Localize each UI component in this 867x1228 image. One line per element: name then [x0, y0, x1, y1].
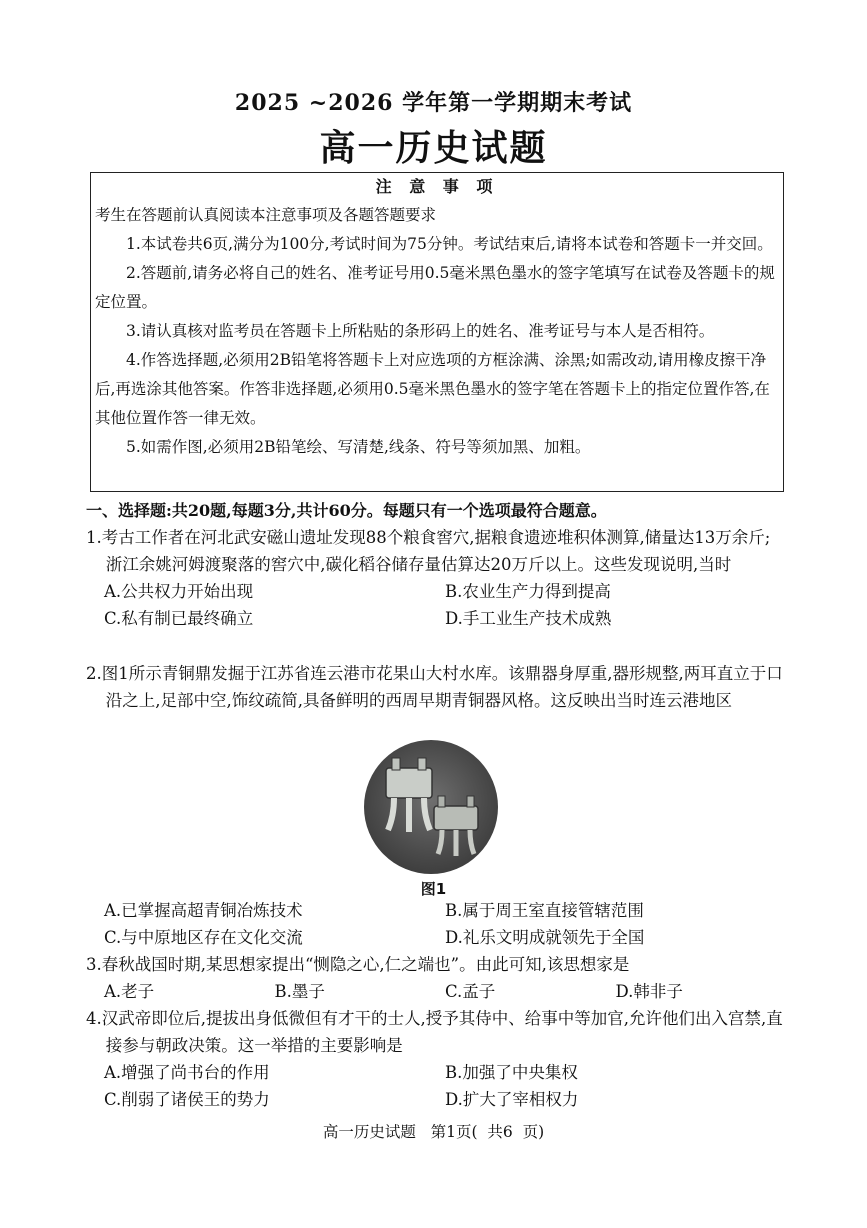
- option-b[interactable]: B.农业生产力得到提高: [445, 582, 611, 601]
- question-stem: 3.春秋战国时期,某思想家提出“恻隐之心,仁之端也”。由此可知,该思想家是: [86, 955, 630, 974]
- option-d[interactable]: D.礼乐文明成就领先于全国: [445, 928, 645, 947]
- option-a[interactable]: A.老子: [104, 982, 155, 1001]
- exam-subtitle: 2025 ~2026 学年第一学期期末考试: [234, 90, 633, 116]
- options-row: [86, 978, 786, 1005]
- bronze-ding-photo: [364, 740, 498, 874]
- notice-heading: 注 意 事 项: [375, 177, 499, 196]
- notice-item: 4.作答选择题,必须用2B铅笔将答题卡上对应选项的方框涂满、涂黑;如需改动,请用橡皮擦干净后,再选涂其他答案。作答非选择题,必须用0.5毫米黑色墨水的签字笔在答题卡上的指定位置作答,在其他位置作答一律无效。: [95, 351, 770, 427]
- question-3: [86, 951, 786, 1005]
- options-row: [86, 1059, 786, 1086]
- notice-body: [95, 201, 779, 462]
- option-a[interactable]: A.公共权力开始出现: [104, 582, 254, 601]
- figure-caption: 图1: [420, 880, 447, 898]
- option-c[interactable]: C.私有制已最终确立: [104, 609, 254, 628]
- options-row: [86, 578, 786, 605]
- question-4: [86, 1005, 786, 1113]
- options-row: [86, 897, 786, 924]
- option-b[interactable]: B.墨子: [274, 982, 325, 1001]
- notice-item: 1.本试卷共6页,满分为100分,考试时间为75分钟。考试结束后,请将本试卷和答题卡一并交回。: [126, 235, 773, 253]
- notice-box: [90, 172, 784, 492]
- options-row: [86, 924, 786, 951]
- notice-item: 5.如需作图,必须用2B铅笔绘、写清楚,线条、符号等须加黑、加粗。: [126, 438, 591, 456]
- notice-intro: 考生在答题前认真阅读本注意事项及各题答题要求: [95, 206, 437, 224]
- exam-title: 高一历史试题: [319, 127, 548, 169]
- question-1: [86, 524, 786, 632]
- page-footer: 高一历史试题 第1页( 共6 页): [322, 1123, 545, 1141]
- option-b[interactable]: B.属于周王室直接管辖范围: [445, 901, 644, 920]
- options-row: [86, 605, 786, 632]
- option-c[interactable]: C.与中原地区存在文化交流: [104, 928, 303, 947]
- notice-item: 3.请认真核对监考员在答题卡上所粘贴的条形码上的姓名、准考证号与本人是否相符。: [126, 322, 715, 340]
- question-stem: 2.图1所示青铜鼎发掘于江苏省连云港市花果山大村水库。该鼎器身厚重,器形规整,两耳直立于口沿之上,足部中空,饰纹疏简,具备鲜明的西周早期青铜器风格。这反映出当时连云港地区: [86, 664, 783, 710]
- option-d[interactable]: D.手工业生产技术成熟: [445, 609, 612, 628]
- option-a[interactable]: A.已掌握高超青铜冶炼技术: [104, 901, 303, 920]
- option-c[interactable]: C.孟子: [445, 982, 496, 1001]
- option-d[interactable]: D.韩非子: [615, 982, 683, 1001]
- option-c[interactable]: C.削弱了诸侯王的势力: [104, 1090, 270, 1109]
- section-title: 一、选择题:共20题,每题3分,共计60分。每题只有一个选项最符合题意。: [86, 501, 607, 520]
- option-d[interactable]: D.扩大了宰相权力: [445, 1090, 579, 1109]
- options-row: [86, 1086, 786, 1113]
- notice-item: 2.答题前,请务必将自己的姓名、准考证号用0.5毫米黑色墨水的签字笔填写在试卷及答题卡的规定位置。: [95, 264, 775, 311]
- question-2-options: [86, 897, 786, 951]
- option-b[interactable]: B.加强了中央集权: [445, 1063, 578, 1082]
- option-a[interactable]: A.增强了尚书台的作用: [104, 1063, 270, 1082]
- question-stem: 1.考古工作者在河北武安磁山遗址发现88个粮食窖穴,据粮食遗迹堆积体测算,储量达13万余斤;浙江余姚河姆渡聚落的窖穴中,碳化稻谷储存量估算达20万斤以上。这些发现说明,当时: [86, 528, 771, 574]
- question-2: [86, 660, 786, 714]
- bronze-ding-illustration: [364, 740, 498, 874]
- question-stem: 4.汉武帝即位后,提拔出身低微但有才干的士人,授予其侍中、给事中等加官,允许他们出入宫禁,直接参与朝政决策。这一举措的主要影响是: [86, 1009, 783, 1055]
